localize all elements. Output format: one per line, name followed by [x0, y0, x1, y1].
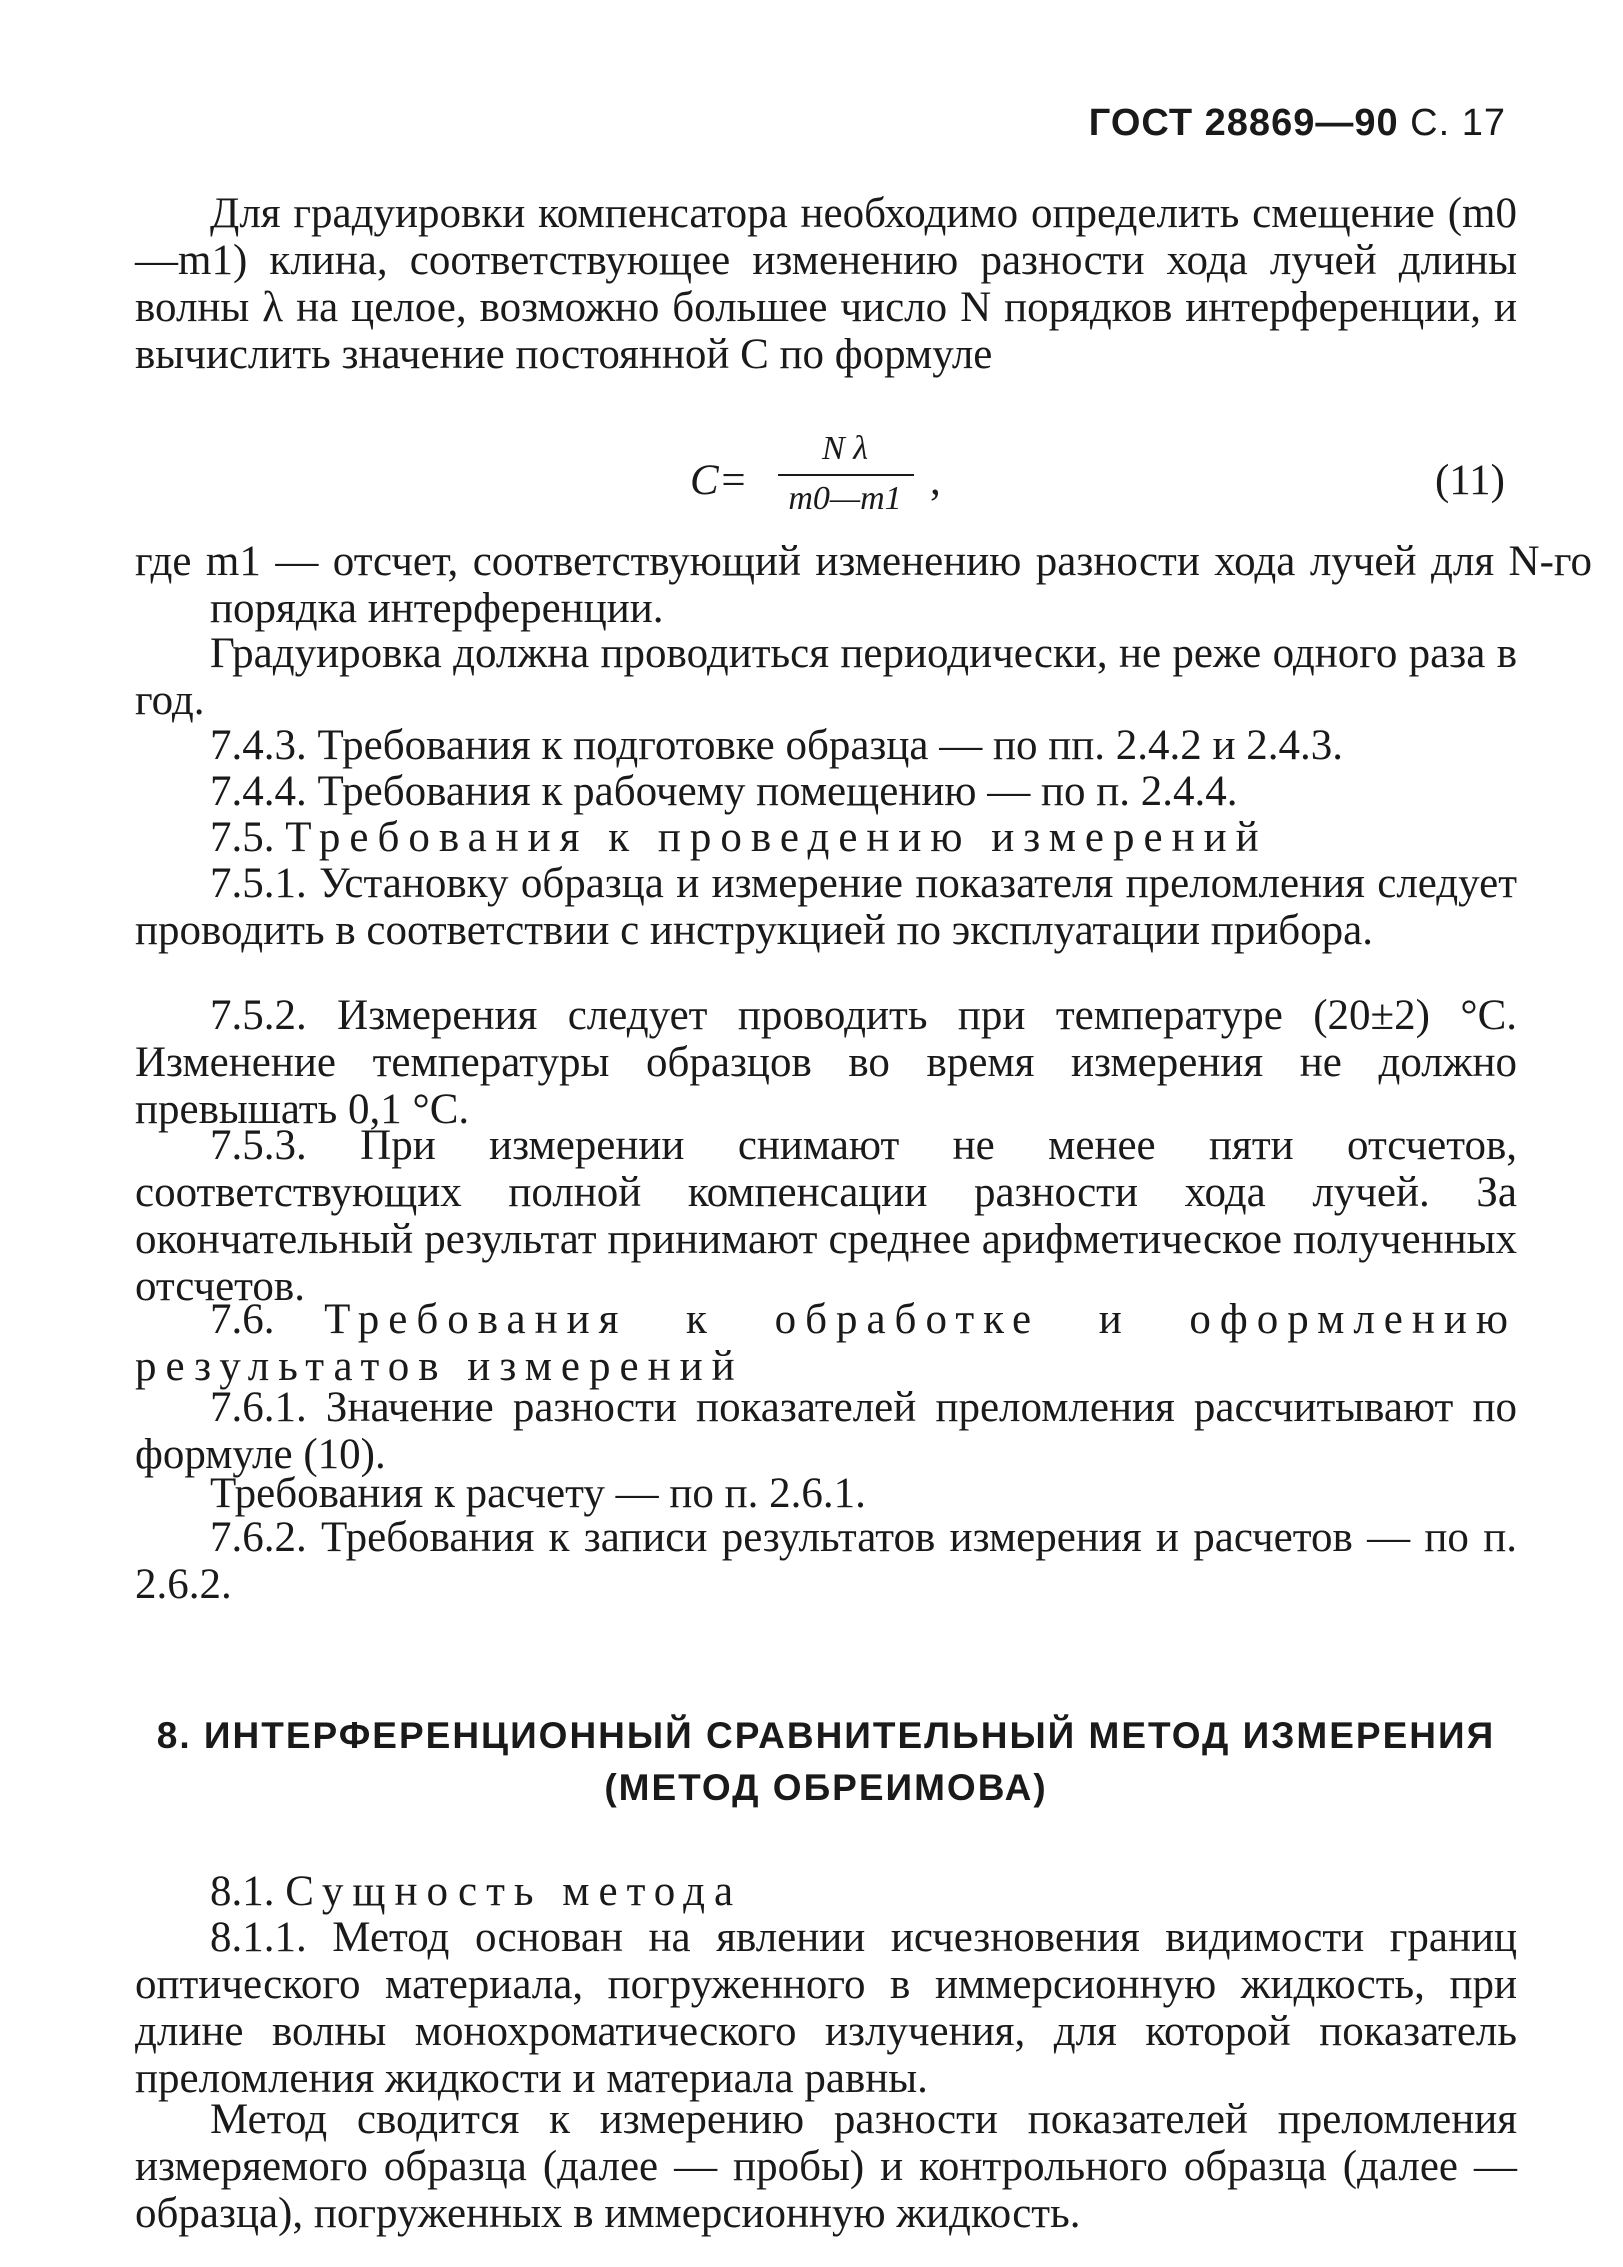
formula-lhs: C=	[690, 457, 748, 504]
clause-7-5-1: 7.5.1. Установку образца и измерение показателя преломления следует проводить в соответствии с инструкцией по эксплуатации прибора.	[135, 860, 1517, 954]
paragraph-intro: Для градуировки компенсатора необходимо определить смещение (m0—m1) клина, соответствующее изменению разности хода лучей длины волны λ на целое, возможно большее число N порядков интерференции, и вычислить значение постоянной C по формуле	[135, 190, 1517, 378]
clause-7-6-1-calc: Требования к расчету — по п. 2.6.1.	[210, 1470, 866, 1517]
clause-7-4-3: 7.4.3. Требования к подготовке образца — по пп. 2.4.2 и 2.4.3.	[210, 722, 1344, 769]
heading-8-1-number: 8.1.	[210, 1868, 275, 1915]
clause-7-6-2: 7.6.2. Требования к записи результатов измерения и расчетов — по п. 2.6.2.	[135, 1514, 1517, 1608]
heading-7-6-text: Требования к обработке и оформлению результатов измерений	[135, 1296, 1518, 1390]
standard-number: ГОСТ 28869—90	[1088, 102, 1399, 144]
clause-8-1-1: 8.1.1. Метод основан на явлении исчезновения видимости границ оптического материала, погруженного в иммерсионную жидкость, при длине волны монохроматического излучения, для которой показатель преломления жидкости и материала равны.	[135, 1914, 1517, 2102]
formula-denominator: m0—m1	[788, 480, 902, 517]
heading-8-1-text: Сущность метода	[285, 1868, 743, 1915]
equation-number: (11)	[1434, 457, 1505, 504]
heading-7-5-number: 7.5.	[210, 814, 275, 861]
clause-7-6-1: 7.6.1. Значение разности показателей преломления рассчитывают по формуле (10).	[135, 1384, 1517, 1478]
paragraph-calibration: Градуировка должна проводиться периодически, не реже одного раза в год.	[135, 630, 1517, 724]
clause-7-5-2: 7.5.2. Измерения следует проводить при температуре (20±2) °С. Изменение температуры образцов во время измерения не должно превышать 0,1 °С.	[135, 992, 1517, 1133]
page-header	[1089, 102, 1506, 145]
formula-comma: ,	[930, 457, 941, 504]
page-number: С. 17	[1410, 102, 1506, 144]
clause-7-5-3: 7.5.3. При измерении снимают не менее пяти отсчетов, соответствующих полной компенсации разности хода лучей. За окончательный результат принимают среднее арифметическое полученных отсчетов.	[135, 1122, 1517, 1310]
heading-7-5	[135, 814, 1517, 861]
section-8-title: 8. ИНТЕРФЕРЕНЦИОННЫЙ СРАВНИТЕЛЬНЫЙ МЕТОД ИЗМЕРЕНИЯ (МЕТОД ОБРЕИМОВА)	[156, 1715, 1496, 1808]
formula-numerator: N λ	[822, 430, 868, 467]
heading-8-1	[135, 1868, 1517, 1915]
paragraph-where: где m1 — отсчет, соответствующий изменению разности хода лучей для N-го порядка интерференции.	[135, 538, 1592, 632]
heading-7-5-text: Требования к проведению измерений	[285, 814, 1268, 861]
formula-11	[660, 430, 960, 530]
heading-7-6	[135, 1296, 1517, 1390]
clause-7-4-4: 7.4.4. Требования к рабочему помещению — по п. 2.4.4.	[210, 768, 1238, 815]
fraction-bar	[778, 474, 914, 476]
clause-8-1-1-method: Метод сводится к измерению разности показателей преломления измеряемого образца (далее — пробы) и контрольного образца (далее — образца), погруженных в иммерсионную жидкость.	[135, 2096, 1517, 2237]
heading-7-6-number: 7.6.	[210, 1296, 275, 1343]
